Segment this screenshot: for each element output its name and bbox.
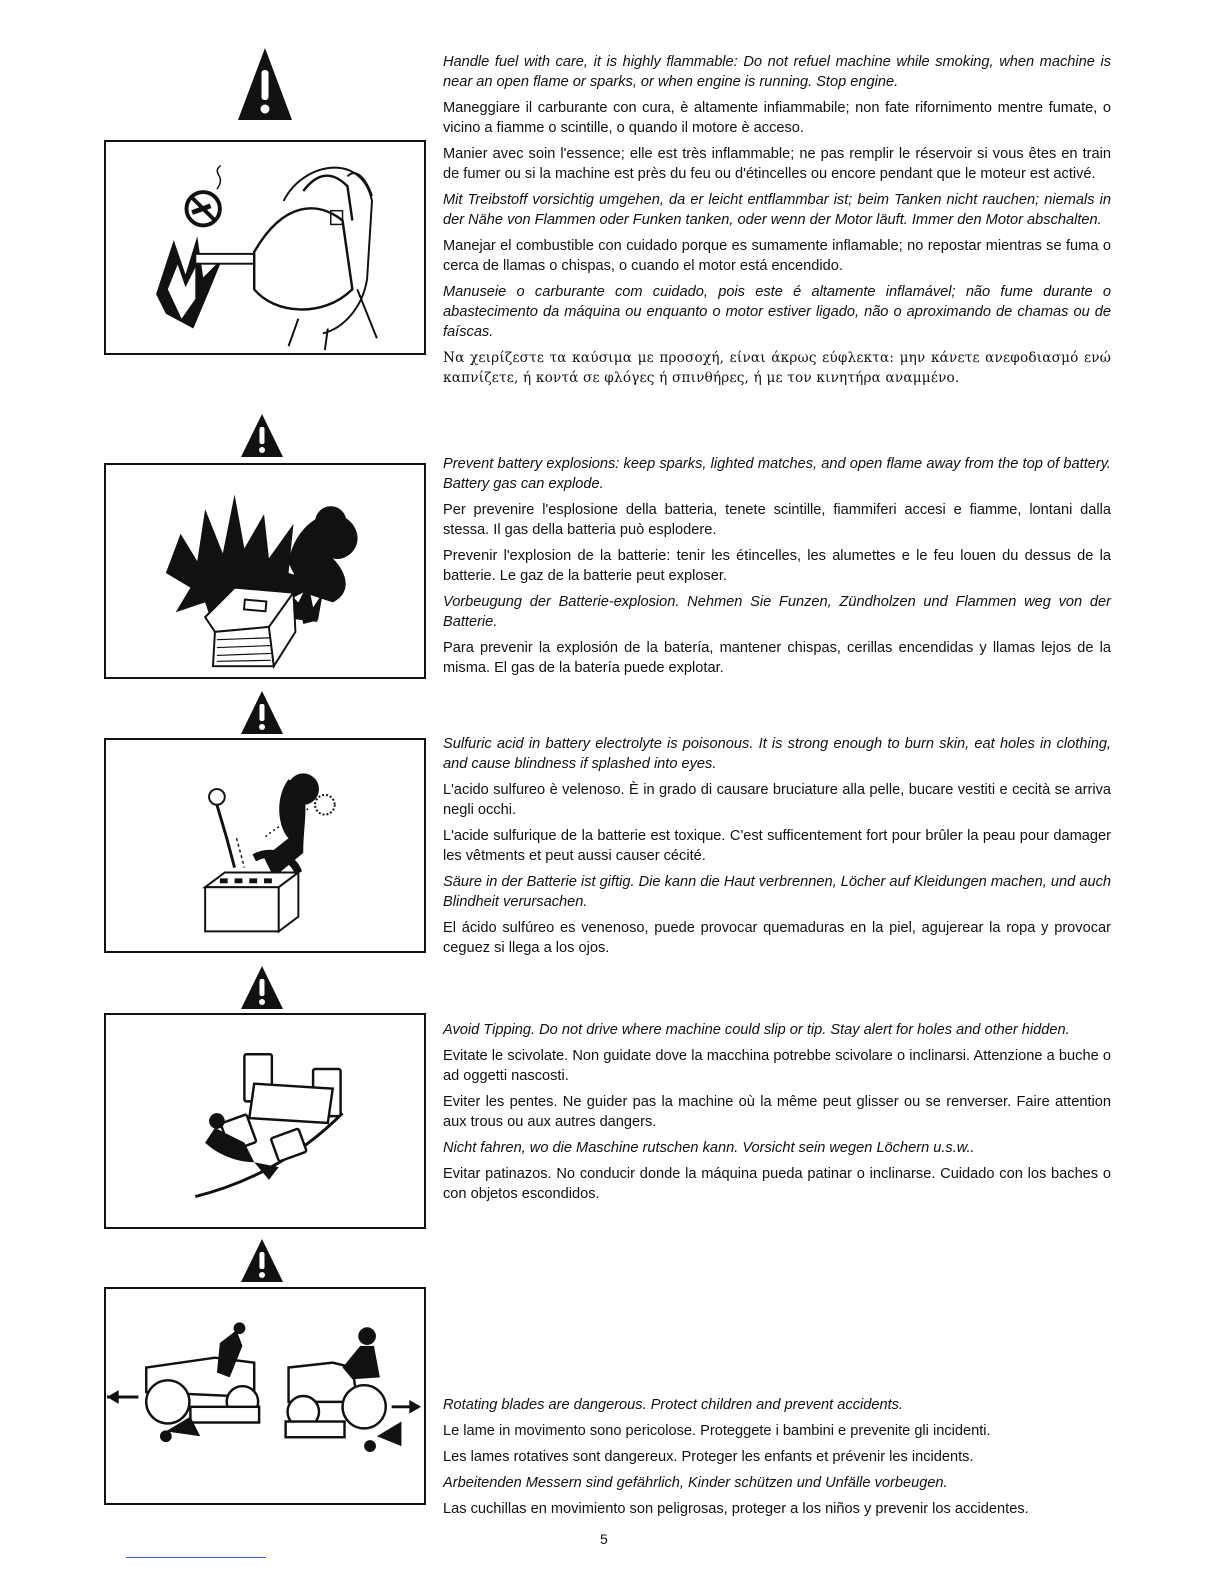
text-greek: Να χειρίζεστε τα καύσιμα με προσοχή, είναι άκρως εύφλεκτα: μην κάνετε ανεφοδιασμό ενώ καπνίζετε, ή κοντά σε φλόγες ή σπινθήρες, ή με τον κινητήρα αναμμένο. <box>443 350 1111 386</box>
warning-triangle-icon <box>240 690 284 735</box>
text-italian: Evitate le scivolate. Non guidate dove la macchina potrebbe scivolare o inclinarsi. Attenzione a buche o ad oggetti nascosti. <box>443 1048 1111 1084</box>
text-french: Les lames rotatives sont dangereux. Proteger les enfants et prévenir les incidents. <box>443 1449 974 1465</box>
text-english: Avoid Tipping. Do not drive where machine could slip or tip. Stay alert for holes and other hidden. <box>443 1022 1070 1038</box>
rotating-blades-children-icon <box>104 1287 426 1505</box>
footer-divider <box>126 1557 266 1558</box>
text-german: Arbeitenden Messern sind gefährlich, Kinder schützen und Unfälle vorbeugen. <box>443 1475 948 1491</box>
section-rotating-blades-text <box>443 1395 1111 1525</box>
warning-triangle-icon <box>240 413 284 458</box>
battery-explosion-icon <box>104 463 426 679</box>
section-tipping-text <box>443 1020 1111 1210</box>
text-spanish: El ácido sulfúreo es venenoso, puede provocar quemaduras en la piel, agujerear la ropa y provocar ceguez si llega a los ojos. <box>443 920 1111 956</box>
no-smoking-refuel-icon <box>104 140 426 355</box>
text-portuguese: Manuseie o carburante com cuidado, pois este é altamente inflamável; não fume durante o abastecimento da máquina ou enquanto o motor estiver ligado, não o aproximando de chamas ou de faíscas. <box>443 284 1111 340</box>
battery-acid-icon <box>104 738 426 953</box>
text-german: Vorbeugung der Batterie-explosion. Nehmen Sie Funzen, Zündholzen und Flammen weg von der Batterie. <box>443 594 1111 630</box>
text-german: Säure in der Batterie ist giftig. Die kann die Haut verbrennen, Löcher auf Kleidungen machen, und auch Blindheit verursachen. <box>443 874 1111 910</box>
text-spanish: Para prevenir la explosión de la batería, mantener chispas, cerillas encendidas y llamas lejos de la misma. El gas de la batería puede explotar. <box>443 640 1111 676</box>
text-spanish: Manejar el combustible con cuidado porque es sumamente inflamable; no repostar mientras se fuma o cerca de llamas o chispas, o cuando el motor está encendido. <box>443 238 1111 274</box>
page-number: 5 <box>600 1531 608 1547</box>
text-italian: Le lame in movimento sono pericolose. Proteggete i bambini e prevenite gli incidenti. <box>443 1423 991 1439</box>
warning-triangle-icon <box>240 965 284 1010</box>
text-italian: Per prevenire l'esplosione della batteria, tenete scintille, fiammiferi accesi e fiamme, lontani dalla stessa. Il gas della batteria può esplodere. <box>443 502 1111 538</box>
section-battery-acid-text <box>443 734 1111 964</box>
warning-triangle-icon <box>240 1238 284 1283</box>
section-battery-explosion-text <box>443 454 1111 684</box>
text-french: Eviter les pentes. Ne guider pas la machine où la même peut glisser ou se renverser. Faire attention aux trous ou aux autres dangers. <box>443 1094 1111 1130</box>
text-english: Prevent battery explosions: keep sparks, lighted matches, and open flame away from the top of battery. Battery gas can explode. <box>443 456 1111 492</box>
warning-triangle-icon <box>236 46 294 122</box>
text-italian: Maneggiare il carburante con cura, è altamente infiammabile; non fate rifornimento mentre fumate, o vicino a fiamme o scintille, o quando il motore è acceso. <box>443 100 1111 136</box>
text-french: L'acide sulfurique de la batterie est toxique. C'est sufficentement fort pour brûler la peau pour damager les vêtments et peut aussi causer cécité. <box>443 828 1111 864</box>
text-english: Sulfuric acid in battery electrolyte is poisonous. It is strong enough to burn skin, eat holes in clothing, and cause blindness if splashed into eyes. <box>443 736 1111 772</box>
text-italian: L'acido sulfureo è velenoso. È in grado di causare bruciature alla pelle, bucare vestiti e cecità se arriva negli occhi. <box>443 782 1111 818</box>
text-spanish: Las cuchillas en movimiento son peligrosas, proteger a los niños y prevenir los accidentes. <box>443 1501 1029 1517</box>
text-english: Rotating blades are dangerous. Protect children and prevent accidents. <box>443 1397 903 1413</box>
section-fuel-text <box>443 52 1111 394</box>
tipping-tractor-icon <box>104 1013 426 1229</box>
text-english: Handle fuel with care, it is highly flammable: Do not refuel machine while smoking, when machine is near an open flame or sparks, or when engine is running. Stop engine. <box>443 54 1111 90</box>
text-french: Manier avec soin l'essence; elle est très inflammable; ne pas remplir le réservoir si vous êtes en train de fumer ou si la machine est près du feu ou d'étincelles ou encore pendant que le moteur est activé. <box>443 146 1111 182</box>
text-spanish: Evitar patinazos. No conducir donde la máquina pueda patinar o inclinarse. Cuidado con los baches o con objetos escondidos. <box>443 1166 1111 1202</box>
text-german: Mit Treibstoff vorsichtig umgehen, da er leicht entflammbar ist; beim Tanken nicht rauchen; niemals in der Nähe von Flammen oder Funken tanken, oder wenn der Motor läuft. Immer den Motor abschalten. <box>443 192 1111 228</box>
text-german: Nicht fahren, wo die Maschine rutschen kann. Vorsicht sein wegen Löchern u.s.w.. <box>443 1140 975 1156</box>
text-french: Prevenir l'explosion de la batterie: tenir les étincelles, les alumettes e le feu louen du dessus de la batterie. Le gaz de la batterie peut exploser. <box>443 548 1111 584</box>
